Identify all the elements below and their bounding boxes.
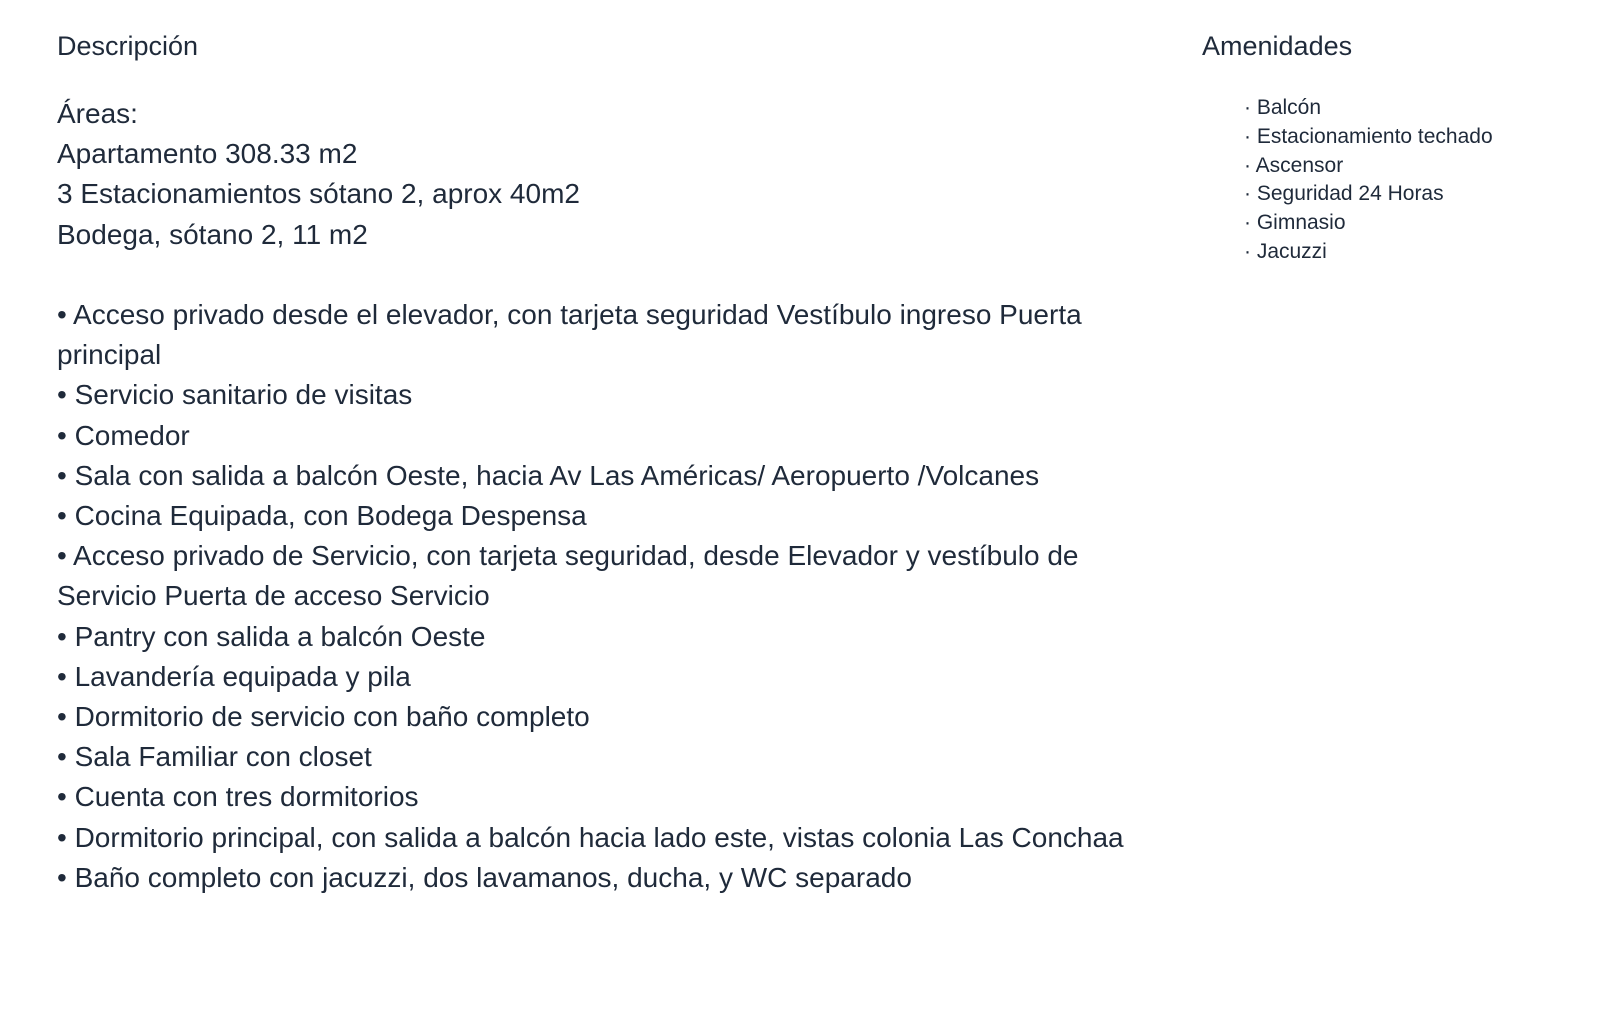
paragraph-gap	[57, 255, 1187, 295]
feature-line: • Pantry con salida a balcón Oeste	[57, 620, 486, 652]
feature-line: • Acceso privado de Servicio, con tarjeta seguridad, desde Elevador y vestíbulo de	[57, 540, 1079, 572]
description-section	[57, 26, 1187, 898]
amenity-item: · Estacionamiento techado	[1244, 124, 1493, 148]
feature-line: • Dormitorio principal, con salida a balcón hacia lado este, vistas colonia Las Conchaa	[57, 821, 1124, 853]
feature-line: • Cuenta con tres dormitorios	[57, 781, 419, 813]
amenity-item: · Seguridad 24 Horas	[1244, 182, 1444, 206]
feature-line: • Comedor	[57, 419, 190, 451]
description-title: Descripción	[57, 31, 199, 61]
area-apartment: Apartamento 308.33 m2	[57, 138, 358, 170]
description-body	[57, 94, 1187, 898]
amenities-title: Amenidades	[1202, 31, 1353, 61]
area-storage: Bodega, sótano 2, 11 m2	[57, 218, 368, 250]
feature-line: • Servicio sanitario de visitas	[57, 379, 413, 411]
feature-line: • Sala Familiar con closet	[57, 741, 372, 773]
amenity-item: · Jacuzzi	[1244, 239, 1327, 263]
feature-line: • Acceso privado desde el elevador, con tarjeta seguridad Vestíbulo ingreso Puerta	[57, 299, 1082, 330]
feature-line: • Cocina Equipada, con Bodega Despensa	[57, 500, 587, 532]
amenities-section	[1202, 26, 1582, 267]
feature-line: • Sala con salida a balcón Oeste, hacia Av Las Américas/ Aeropuerto /Volcanes	[57, 459, 1040, 491]
amenities-list	[1244, 94, 1582, 267]
amenity-item: · Ascensor	[1244, 153, 1344, 177]
feature-line: • Baño completo con jacuzzi, dos lavamanos, ducha, y WC separado	[57, 861, 912, 893]
feature-line: principal	[57, 339, 162, 371]
feature-line: • Lavandería equipada y pila	[57, 660, 411, 692]
area-parking: 3 Estacionamientos sótano 2, aprox 40m2	[57, 178, 580, 210]
amenity-item: · Balcón	[1244, 96, 1322, 119]
feature-line: Servicio Puerta de acceso Servicio	[57, 580, 490, 612]
feature-line: • Dormitorio de servicio con baño completo	[57, 701, 590, 733]
areas-label: Áreas:	[57, 98, 138, 129]
amenity-item: · Gimnasio	[1244, 211, 1346, 235]
